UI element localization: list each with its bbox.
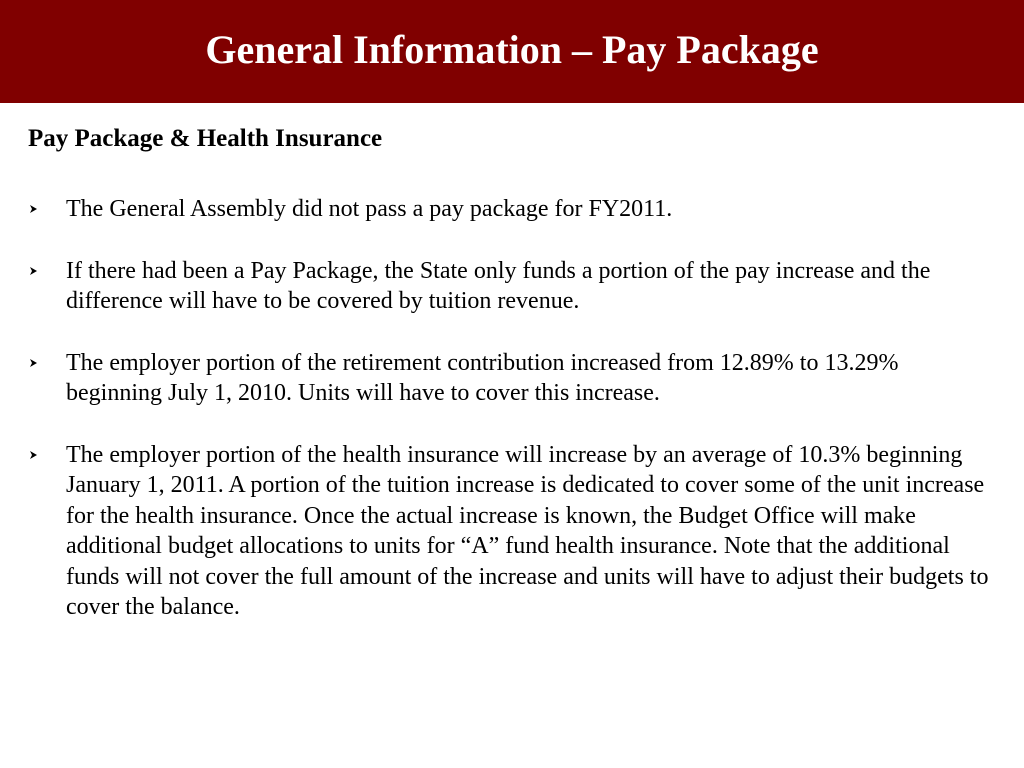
slide-content <box>28 122 1000 654</box>
bullet-text: The General Assembly did not pass a pay package for FY2011. <box>66 196 673 222</box>
bullet-item <box>28 440 1000 623</box>
slide-title: General Information – Pay Package <box>205 26 819 72</box>
arrow-bullet-icon <box>29 194 41 224</box>
arrow-bullet-icon <box>29 256 41 286</box>
section-heading: Pay Package & Health Insurance <box>28 125 383 152</box>
bullet-item <box>28 194 1000 225</box>
title-bar <box>0 0 1024 103</box>
bullet-item <box>28 256 1000 317</box>
arrow-bullet-icon <box>29 348 41 378</box>
arrow-bullet-icon <box>29 440 41 470</box>
bullet-item <box>28 348 1000 409</box>
bullet-list <box>28 194 1000 623</box>
bullet-text: The employer portion of the retirement contribution increased from 12.89% to 13.29% beginning July 1, 2010. Units will have to cover this increase. <box>66 349 899 406</box>
bullet-text: The employer portion of the health insurance will increase by an average of 10.3% beginning January 1, 2011. A portion of the tuition increase is dedicated to cover some of the unit increase for the health insurance. Once the actual increase is known, the Budget Office will make additional budget allocations to units for “A” fund health insurance. Note that the additional funds will not cover the full amount of the increase and units will have to adjust their budgets to cover the balance. <box>66 441 989 620</box>
bullet-text: If there had been a Pay Package, the State only funds a portion of the pay increase and the difference will have to be covered by tuition revenue. <box>66 257 931 314</box>
